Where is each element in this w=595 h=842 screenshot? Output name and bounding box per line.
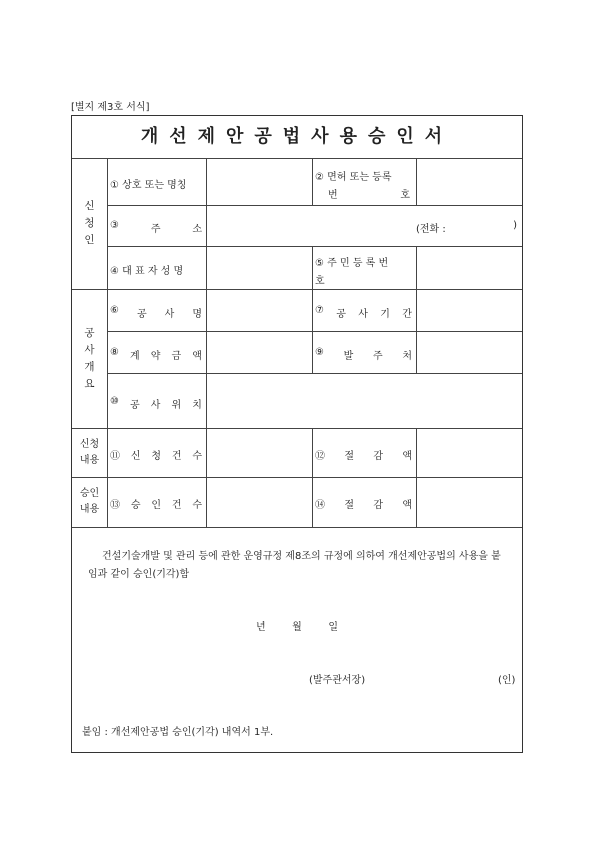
divider — [312, 246, 313, 373]
form-caption: [별지 제3호 서식] — [71, 102, 150, 113]
field-number: ⑤ — [315, 258, 324, 269]
field-label-representative: ④ 대 표 자 성 명 — [110, 266, 184, 277]
field-label-project-name: ⑥ 공 사 명 — [110, 305, 202, 320]
field-label-project-period: ⑦ 공 사 기 간 — [315, 305, 412, 320]
divider — [107, 373, 522, 374]
field-number: ⑬ — [110, 500, 120, 511]
field-number: ② — [315, 172, 324, 183]
field-number: ⑨ — [315, 347, 324, 358]
seal-mark: (인) — [498, 675, 516, 686]
field-number: ⑪ — [110, 451, 120, 462]
field-label-address: ③ 주 소 — [110, 220, 202, 235]
field-label-ordering-agency: ⑨ 발 주 처 — [315, 347, 412, 362]
divider — [72, 289, 522, 290]
field-number: ⑧ — [110, 347, 119, 358]
divider — [72, 527, 522, 528]
divider — [107, 158, 108, 527]
divider — [416, 428, 417, 527]
field-label-registration-number: ⑤ 주 민 등 록 번 호 — [315, 258, 389, 287]
phone-field: (전화 : ) — [416, 220, 517, 235]
divider — [107, 331, 522, 332]
divider — [72, 477, 522, 478]
divider — [107, 205, 522, 206]
date-line: 년 월 일 — [256, 622, 338, 633]
field-number: ⑥ — [110, 305, 119, 316]
divider — [206, 158, 207, 527]
divider — [416, 158, 417, 205]
field-label-request-count: ⑪ 신 청 건 수 — [110, 447, 202, 462]
section-label-request: 신청 내용 — [79, 438, 100, 466]
divider — [416, 246, 417, 373]
divider — [312, 428, 313, 527]
section-label-overview: 공 사 개 요 — [84, 326, 95, 390]
signatory-label: (발주관서장) — [309, 675, 366, 686]
field-label-license-number: ② 면허 또는 등록 번 호 — [315, 172, 410, 201]
field-label-approved-count: ⑬ 승 인 건 수 — [110, 496, 202, 511]
divider — [72, 428, 522, 429]
approval-statement: 건설기술개발 및 관리 등에 관한 운영규정 제8조의 규정에 의하여 개선제안공법의 사용을 붙임과 같이 승인(기각)함 — [88, 551, 501, 580]
field-number: ⑭ — [315, 500, 325, 511]
form-title: 개선제안공법사용승인서 — [140, 126, 454, 147]
field-number: ⑫ — [315, 451, 325, 462]
attachment-note: 붙임 : 개선제안공법 승인(기각) 내역서 1부. — [82, 727, 274, 738]
approval-form — [71, 115, 523, 753]
field-label-business-name: ① 상호 또는 명칭 — [110, 180, 187, 191]
section-label-applicant: 신 청 인 — [84, 200, 95, 246]
section-label-approval: 승인 내용 — [79, 488, 100, 515]
field-label-project-location: ⑩ 공 사 위 치 — [110, 396, 202, 411]
field-number: ⑦ — [315, 305, 324, 316]
divider — [312, 158, 313, 205]
field-label-contract-amount: ⑧ 계 약 금 액 — [110, 347, 202, 362]
field-label-requested-savings: ⑫ 절 감 액 — [315, 447, 412, 462]
divider — [107, 246, 522, 247]
field-number: ③ — [110, 220, 119, 231]
field-label-approved-savings: ⑭ 절 감 액 — [315, 496, 412, 511]
field-number: ⑩ — [110, 396, 119, 407]
field-number: ④ — [110, 266, 119, 277]
divider — [72, 158, 522, 159]
field-number: ① — [110, 180, 119, 191]
